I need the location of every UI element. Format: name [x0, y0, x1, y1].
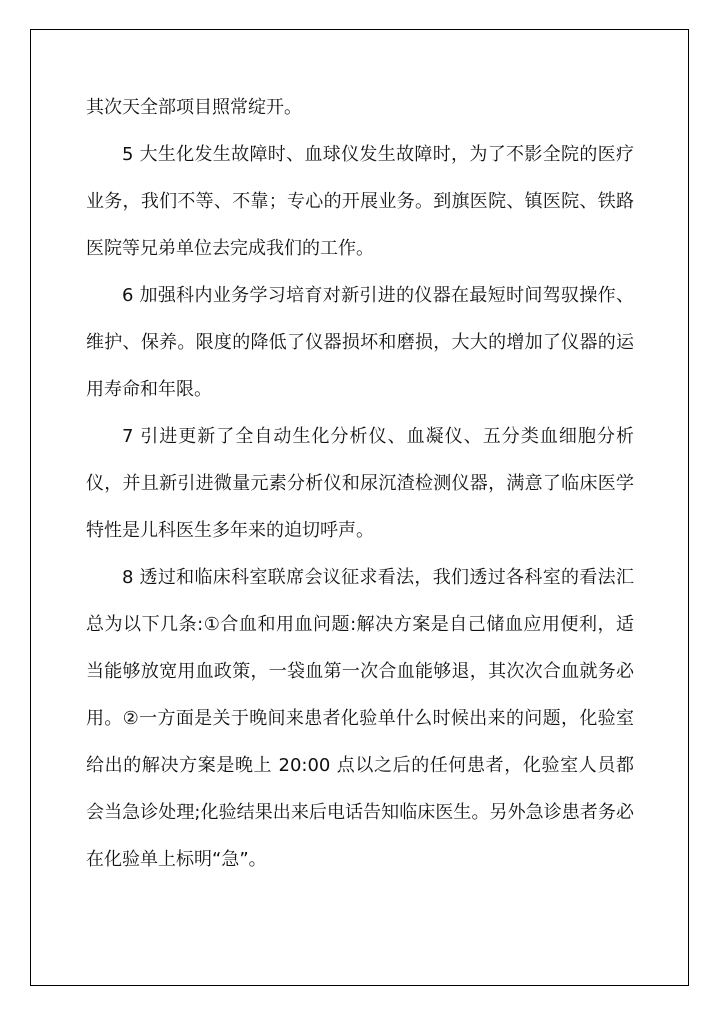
- paragraph-continuation: 其次天全部项目照常绽开。: [86, 97, 302, 118]
- document-body: [86, 84, 634, 883]
- paragraph-item-7: 7 引进更新了全自动生化分析仪、血凝仪、五分类血细胞分析仪，并且新引进微量元素分析仪和尿沉渣检测仪器，满意了临床医学特性是儿科医生多年来的迫切呼声。: [86, 426, 634, 541]
- paragraph-item-5: 5 大生化发生故障时、血球仪发生故障时，为了不影全院的医疗业务，我们不等、不靠；专心的开展业务。到旗医院、镇医院、铁路医院等兄弟单位去完成我们的工作。: [86, 144, 634, 259]
- paragraph-item-8: 8 透过和临床科室联席会议征求看法，我们透过各科室的看法汇总为以下几条:①合血和用血问题:解决方案是自己储血应用便利，适当能够放宽用血政策，一袋血第一次合血能够退，其次次合血就务必用。②一方面是关于晚间来患者化验单什么时候出来的问题，化验室给出的解决方案是晚上 20:00 点以之后的任何患者，化验室人员都会当急诊处理;化验结果出来后电话告知临床医生。另外急诊患者务必在化验单上标明“急”。: [86, 567, 634, 870]
- paragraph-item-6: 6 加强科内业务学习培育对新引进的仪器在最短时间驾驭操作、维护、保养。限度的降低了仪器损坏和磨损，大大的增加了仪器的运用寿命和年限。: [86, 285, 634, 400]
